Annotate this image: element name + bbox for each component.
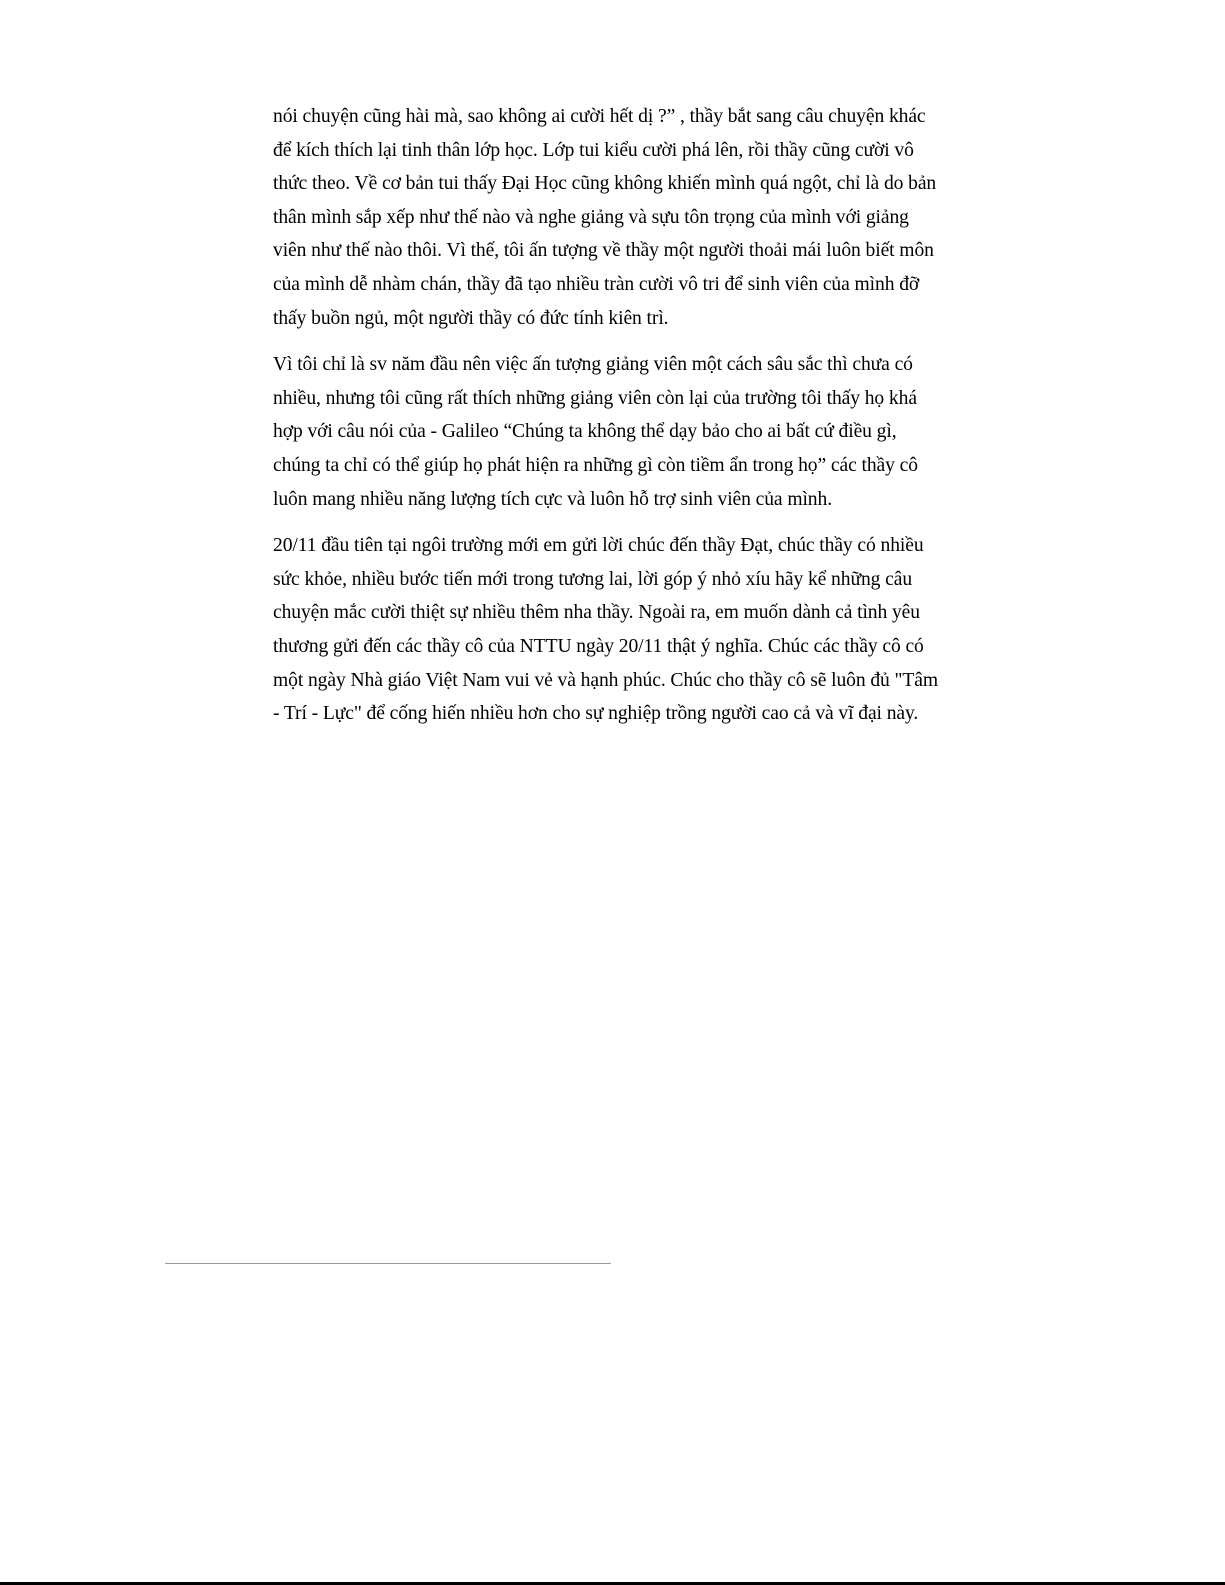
text-line: thức theo. Về cơ bản tui thấy Đại Học cũng không khiến mình quá ngột, chỉ là do bản [273, 173, 937, 195]
paragraph-2 [273, 348, 957, 516]
text-line: thân mình sắp xếp như thế nào và nghe giảng và sựu tôn trọng của mình với giảng [273, 206, 909, 228]
text-line: thấy buồn ngủ, một người thầy có đức tính kiên trì. [273, 307, 669, 329]
paragraph-3 [273, 529, 957, 731]
text-line: nói chuyện cũng hài mà, sao không ai cười hết dị ?” , thầy bắt sang câu chuyện khác [273, 106, 926, 127]
text-line: 20/11 đầu tiên tại ngôi trường mới em gửi lời chúc đến thầy Đạt, chúc thầy có nhiều [273, 535, 924, 557]
text-line: luôn mang nhiều năng lượng tích cực và luôn hỗ trợ sinh viên của mình. [273, 488, 832, 510]
text-line: thương gửi đến các thầy cô của NTTU ngày 20/11 thật ý nghĩa. Chúc các thầy cô có [273, 635, 924, 657]
text-line: để kích thích lại tinh thân lớp học. Lớp tui kiểu cười phá lên, rồi thầy cũng cười vô [273, 139, 914, 161]
footnote-separator [165, 1263, 611, 1264]
paragraph-1 [273, 100, 957, 335]
text-line: một ngày Nhà giáo Việt Nam vui vẻ và hạnh phúc. Chúc cho thầy cô sẽ luôn đủ "Tâm [273, 669, 939, 691]
text-line: của mình dễ nhàm chán, thầy đã tạo nhiều tràn cười vô tri để sinh viên của mình đỡ [273, 273, 920, 295]
text-line: chuyện mắc cười thiệt sự nhiều thêm nha thầy. Ngoài ra, em muốn dành cả tình yêu [273, 602, 920, 624]
text-line: viên như thế nào thôi. Vì thế, tôi ấn tượng về thầy một người thoải mái luôn biết môn [273, 240, 934, 262]
text-line: nhiều, nhưng tôi cũng rất thích những giảng viên còn lại của trường tôi thấy họ khá [273, 387, 917, 409]
text-line: hợp với câu nói của - Galileo “Chúng ta không thể dạy bảo cho ai bất cứ điều gì, [273, 421, 897, 443]
text-line: chúng ta chỉ có thể giúp họ phát hiện ra những gì còn tiềm ẩn trong họ” các thầy cô [273, 454, 918, 476]
text-line: - Trí - Lực" để cống hiến nhiều hơn cho sự nghiệp trồng người cao cả và vĩ đại này. [273, 703, 919, 725]
document-body [273, 100, 957, 744]
text-line: Vì tôi chỉ là sv năm đầu nên việc ấn tượng giảng viên một cách sâu sắc thì chưa có [273, 354, 913, 376]
text-line: sức khỏe, nhiều bước tiến mới trong tương lai, lời góp ý nhỏ xíu hãy kể những câu [273, 568, 913, 590]
